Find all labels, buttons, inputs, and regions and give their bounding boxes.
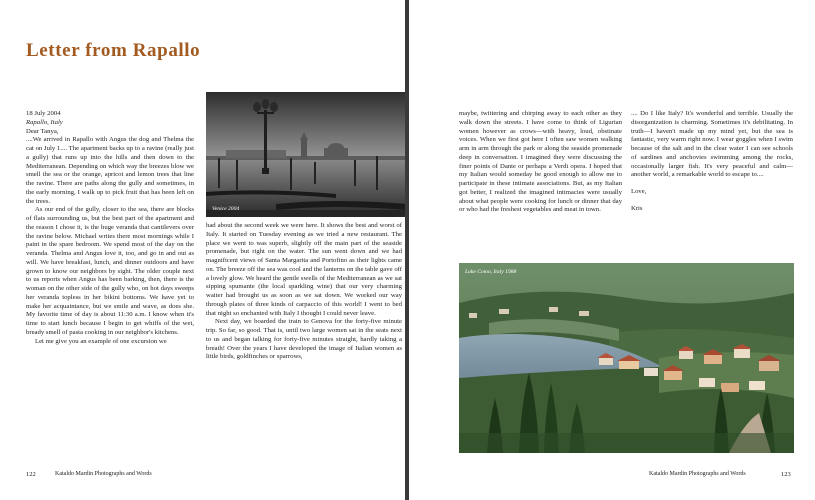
left-page: [0, 0, 405, 500]
right-page: [409, 0, 815, 500]
paragraph: Let me give you an example of one excursion we: [35, 337, 167, 345]
paragraph: had about the second week we were here. It shows the best and worst of Italy. It started on Tuesday evening as we tried a new restaurant. The place we went to was superb, slightly off the main part of the seaside promenade, but right on the water. The sun went down and we had magnificent views of Santa Margarita and Portofino as their lights came on. The breeze off the sea was cool and the lanterns on the table gave off a lovely glow. We heard the gentle swells of the Mediterranean as we sat sipping spumante (the local sparkling wine) that our very charming waiter had brought us as soon as we sat down. We worked our way through plates of three kinds of carpaccio of this world! I went to bed that night so enchanted with Italy I thought I could never leave.: [206, 222, 402, 317]
letter-place: Rapallo, Italy: [26, 118, 63, 126]
photo-caption: Lake Como, Italy 1988: [465, 269, 517, 275]
lake-como-photo-image: [459, 263, 794, 453]
right-column-1: [459, 110, 622, 215]
left-column-2: [206, 222, 402, 362]
right-column-2: [631, 110, 793, 214]
page-number: 122: [26, 471, 36, 478]
paragraph: maybe, twittering and chirping away to each other as they walk down the streets. I have come to think of Ligurian women however as crows—with heavy, loud, obstinate voices. When we first got here I often saw women walking arm in arm through the park or along the seaside promenade deep in conversation. I imagined they were discussing the finer points of Dante or perhaps a Verdi opera. I hoped that my Italian would someday be good enough to allow me to participate in these intimate associations. But, as my Italian got better, I realized the imagined intimacies were usually about what people were cooking for lunch or dinner that day or who had the freshest vegetables and meat in town.: [459, 110, 622, 214]
salutation: Dear Tanya,: [26, 127, 59, 135]
venice-photo: [206, 92, 406, 217]
paragraph: .... Do I like Italy? It's wonderful and terrible. Usually the disorganization is charming. Sometimes it's debilitating. In truth—I haven't made up my mind yet, but the sea is fantastic, very warm right now. I wear goggles when I swim because of the salt and in the clear water I can see schools of sardines and anchovies swimming among the rocks, occasionally larger fish. It's very peaceful and calm—another world, a remarkable world to escape to....: [631, 110, 793, 179]
left-column-1: [26, 110, 194, 346]
paragraph: ....We arrived in Rapallo with Angus the dog and Thelma the cat on July 1.... The apartment backs up to a ravine (really just a gully) that runs up into the hills and then down to the Mediterranean. Depending on which way the breezes blow we smell the sea or the orange, apricot and lemon trees that line the ravine. There are paths along the gully and sometimes, in the early morning, I walk up to pick fruit that has been left on the trees.: [26, 136, 194, 205]
paragraph: As our end of the gully, closer to the sea, there are blocks of flats surrounding us, but the best part of the apartment and the reason I chose it, is the huge veranda that cantilevers over the ravine below. Michael writes there most mornings while I paint in the spare bedroom. We spend most of the day on the veranda. Thelma and Angus love it, too, and go in and out as will. We have breakfast, lunch, and dinner outdoors and have grown to know our neighbors by sight. The older couple next to us reports when Angus has been barking, then, there is the woman on the other side of the gully who, on hot days sweeps her veranda topless in her bikini bottoms. We have yet to make her acquaintance, but we smile and wave, as does she. My favorite time of day is about 11:30 a.m. I know when it's time to start lunch because I begin to get whiffs of the wet, bready smell of pasta cooking in our neighbor's kitchens.: [26, 206, 194, 336]
running-head: Kataldo Mardin Photographs and Words: [649, 471, 746, 477]
page-number: 123: [781, 471, 791, 478]
running-head: Kataldo Mardin Photographs and Words: [55, 471, 152, 477]
article-title: Letter from Rapallo: [26, 40, 201, 61]
closing: Love,: [631, 188, 647, 195]
paragraph: Next day, we boarded the train to Genova for the forty-five minute trip. So far, so good. That is, until two large women sat in the seats next to us and began talking for forty-five minutes straight, hardly taking a breath! Over the years I have developed the image of Italian women as little birds, goldfinches or sparrows,: [206, 318, 402, 361]
venice-photo-image: [206, 92, 406, 217]
photo-caption: Venice 2004: [212, 206, 240, 212]
signature: Kris: [631, 204, 643, 212]
lake-como-photo: [459, 263, 794, 453]
letter-date: 18 July 2004: [26, 110, 61, 117]
